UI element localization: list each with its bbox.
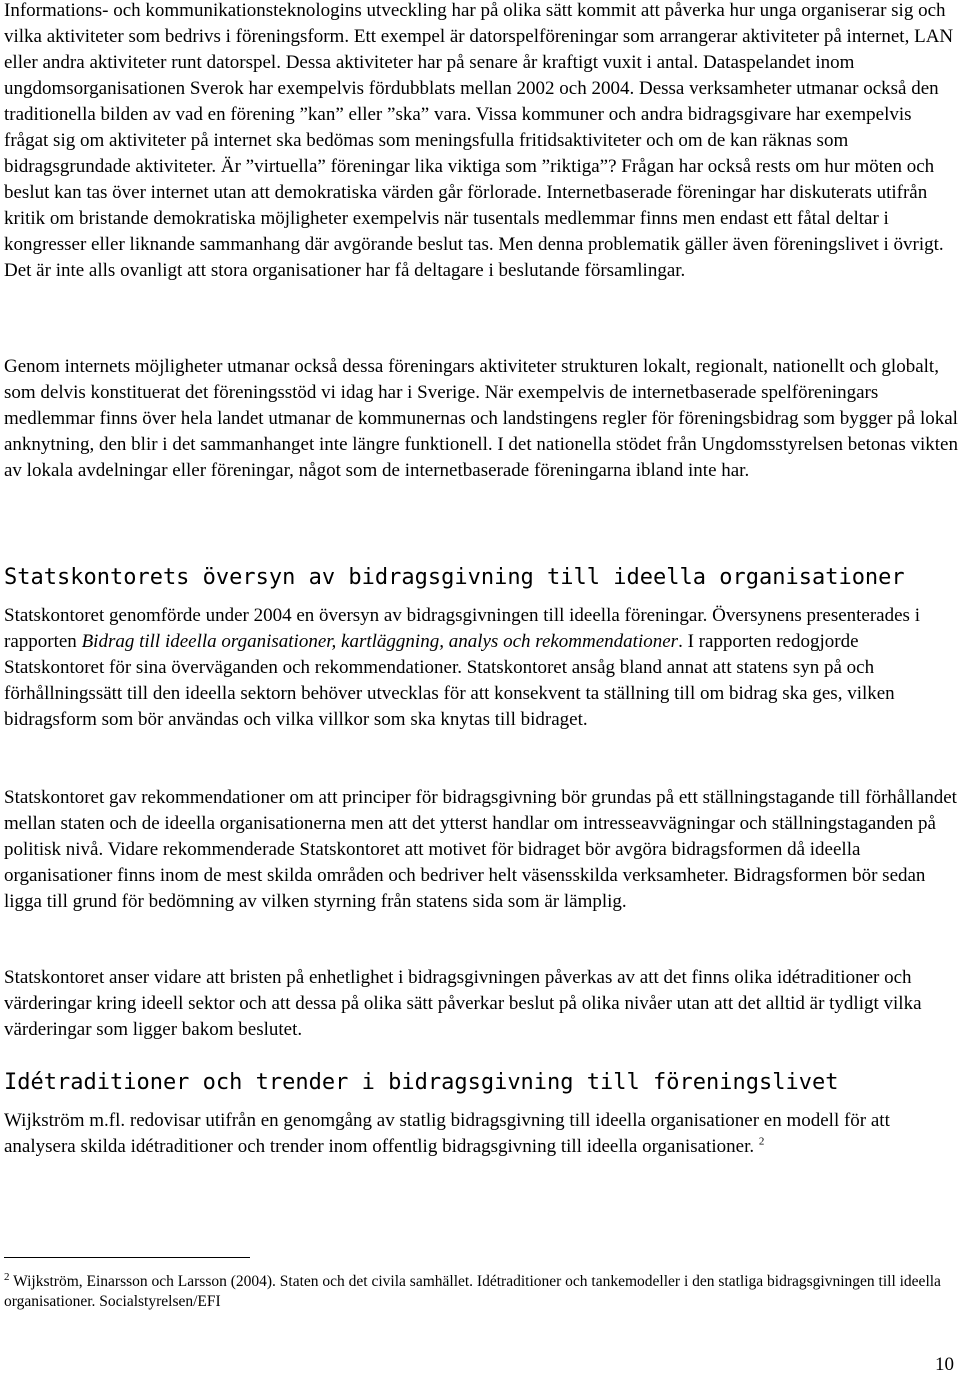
body-paragraph: Statskontoret gav rekommendationer om att principer för bidragsgivning bör grundas på ett ställningstagande till förhållandet mellan staten och de ideella organisationerna men att det ytterst handlar om intresseavvägningar och ställningstaganden på politisk nivå. Vidare rekommenderade Statskontoret att motivet för bidraget bör avgöra bidragsformen då ideella organisationer finns inom de mest skilda områden och bedriver helt väsensskilda verksamheter. Bidragsformen bör sedan ligga till grund för bedömning av vilken styrning från statens sida som är lämplig. [4, 787, 957, 912]
body-paragraph [4, 1108, 958, 1160]
body-paragraph: Informations- och kommunikationsteknologins utveckling har på olika sätt kommit att påverka hur unga organiserar sig och vilka aktiviteter som bedrivs i föreningsform. Ett exempel är datorspelföreningar som arrangerar aktiviteter på internet, LAN eller andra aktiviteter runt datorspel. Dessa aktiviteter har på senare år kraftigt vuxit i antal. Dataspelandet inom ungdomsorganisationen Sverok har exempelvis fördubblats mellan 2002 och 2004. Dessa verksamheter utmanar också den traditionella bilden av vad en förening ”kan” eller ”ska” vara. Vissa kommuner och andra bidragsgivare har exempelvis frågat sig om aktiviteter på internet ska bedömas som meningsfulla fritidsaktiviteter och om de kan räknas som bidragsgrundade aktiviteter. Är ”virtuella” föreningar lika viktiga som ”riktiga”? Frågan har också rests om hur möten och beslut kan tas över internet utan att demokratiska värden går förlorade. Internetbaserade föreningar har diskuterats utifrån kritik om bristande demokratiska möjligheter exempelvis när tusentals medlemmar finns men endast ett fåtal deltar i kongresser eller liknande sammanhang där avgörande beslut tas. Men denna problematik gäller även föreningslivet i övrigt. Det är inte alls ovanligt att stora organisationer har få deltagare i beslutande församlingar. [4, 0, 954, 281]
footnote-reference[interactable]: 2 [758, 1135, 765, 1148]
paragraph-text: . I rapporten redogjorde Statskontoret för sina överväganden och rekommendationer. Statskontoret ansåg bland annat att statens syn på och förhållningssätt till den ideella sektorn behöver utvecklas för att konsekvent ta ställning till om bidrag ska ges, vilken bidragsform som bör användas och vilka villkor som ska knytas till bidraget. [4, 631, 895, 730]
footnote-divider [4, 1257, 250, 1258]
body-paragraph [4, 603, 958, 733]
section-heading: Statskontorets översyn av bidragsgivning till ideella organisationer [4, 565, 905, 590]
paragraph-text: Statskontoret genomförde under 2004 en översyn av bidragsgivningen till ideella föreningar. Översynens presenterades i rapporten [4, 605, 920, 652]
footnote-marker: 2 [4, 1270, 10, 1283]
footnote [4, 1272, 958, 1312]
report-title: Bidrag till ideella organisationer, kartläggning, analys och rekommendationer [81, 631, 679, 652]
body-paragraph: Genom internets möjligheter utmanar också dessa föreningars aktiviteter strukturen lokalt, regionalt, nationellt och globalt, som delvis konstituerat det föreningsstöd vi idag har i Sverige. När exempelvis de internetbaserade spelföreningars medlemmar finns över hela landet utmanar de kommunernas och landstingens regler för föreningsbidrag som bygger på lokal anknytning, den blir i det sammanhanget inte längre funktionell. I det nationella stödet från Ungdomsstyrelsen betonas vikten av lokala avdelningar eller föreningar, något som de internetbaserade föreningarna ibland inte har. [4, 356, 958, 481]
page-number: 10 [935, 1354, 954, 1375]
paragraph-text: Wijkström m.fl. redovisar utifrån en genomgång av statlig bidragsgivning till ideella organisationer en modell för att analysera skilda idétraditioner och trender inom offentlig bidragsgivning till ideella organisationer. [4, 1110, 890, 1157]
section-heading: Idétraditioner och trender i bidragsgivning till föreningslivet [4, 1070, 839, 1095]
body-paragraph: Statskontoret anser vidare att bristen på enhetlighet i bidragsgivningen påverkas av att det finns olika idétraditioner och värderingar kring ideell sektor och att dessa på olika sätt påverkar beslut på olika nivåer utan att det alltid är tydligt vilka värderingar som ligger bakom beslutet. [4, 967, 922, 1040]
footnote-text: Wijkström, Einarsson och Larsson (2004). Staten och det civila samhället. Idétraditioner och tankemodeller i den statliga bidragsgivningen till ideella organisationer. Socialstyrelsen/EFI [4, 1273, 941, 1310]
